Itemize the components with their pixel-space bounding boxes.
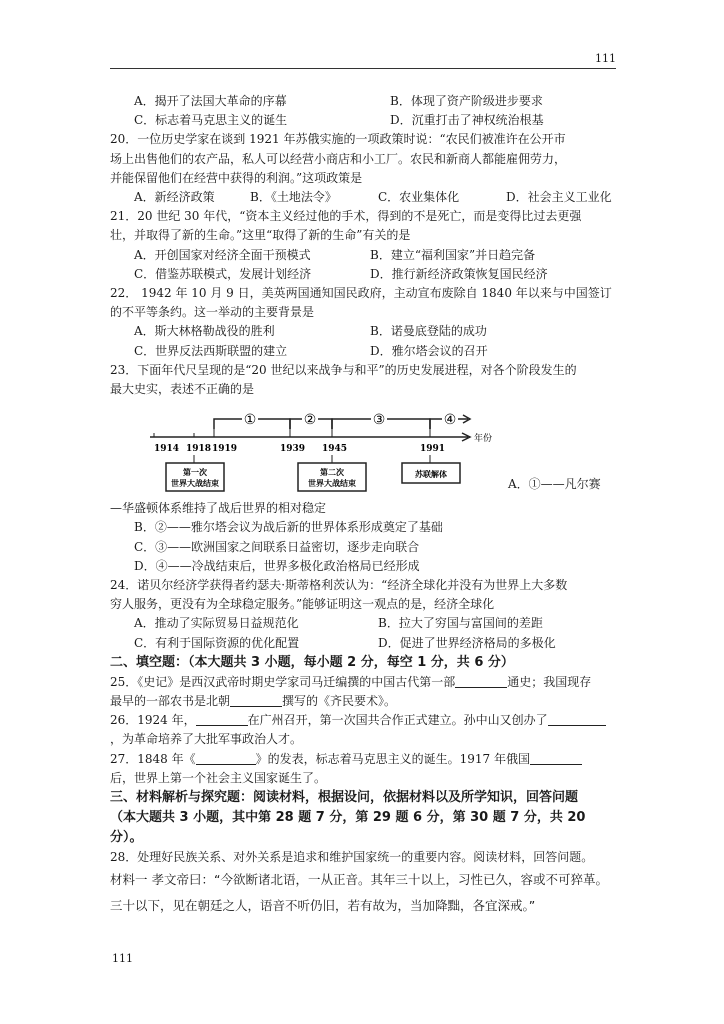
exam-content: [110, 92, 618, 919]
section-2-title: 二、填空题：（本大题共 3 小题，每小题 2 分，每空 1 分，共 6 分）: [110, 654, 514, 670]
q21-options-row2: [110, 265, 618, 284]
q24-stem-line1: 24．诺贝尔经济学获得者约瑟夫·斯蒂格利茨认为：“经济全球化并没有为世界上大多数: [110, 577, 568, 592]
q19-option-a: A．揭开了法国大革命的序幕: [134, 94, 287, 108]
q20-stem-line2: 场上出售他们的农产品，私人可以经营小商店和小工厂。农民和新商人都能雇佣劳力，: [110, 151, 567, 166]
year-1918: 1918: [186, 444, 212, 455]
q22-options-row1: [110, 322, 618, 341]
q22-stem-line1: 22． 1942 年 10 月 9 日，美英两国通知国民政府，主动宣布废除自 1840 年以来与中国签订: [110, 285, 612, 300]
q27-text-2: 》的发表，标志着马克思主义的诞生。1917 年俄国: [255, 751, 530, 766]
q25-line2: [110, 692, 618, 711]
q27-text-1: 27．1848 年《: [110, 751, 196, 766]
period-marker-1: [242, 411, 258, 428]
footer-page-number: 111: [112, 952, 133, 965]
q23-stem-line1: 23．下面年代尺呈现的是“20 世纪以来战争与和平”的历史发展进程，对各个阶段发生的: [110, 362, 577, 377]
period-label-3: ③: [372, 412, 386, 429]
q20-option-d: D．社会主义工业化: [506, 189, 612, 204]
q26-text-2: 在广州召开，第一次国共合作正式建立。孙中山又创办了: [247, 713, 548, 728]
q26-blank-2[interactable]: [548, 712, 606, 726]
q25-text-2: 通史；我国现存: [507, 674, 592, 689]
period-marker-2: [302, 411, 318, 428]
event-box-ww1-line2: 世界大战结束: [171, 479, 219, 489]
q21-option-c: C．借鉴苏联模式，发展计划经济: [134, 266, 312, 281]
q19-options-row2: [110, 111, 618, 130]
q19-option-d: D．沉重打击了神权统治根基: [390, 113, 544, 128]
q23-option-a-start: A．①——凡尔赛: [508, 477, 601, 492]
q25-text-3: 最早的一部农书是北朝: [110, 693, 231, 708]
q24-option-c: C．有利于国际资源的优化配置: [134, 635, 300, 650]
q26-text-3: ，为革命培养了大批军事政治人才。: [110, 732, 303, 747]
q20-stem-line3: 并能保留他们在经营中获得的利润。”这项政策是: [110, 170, 363, 185]
q26-text-1: 26．1924 年，: [110, 713, 196, 728]
section-3-title-line3: 分）。: [110, 829, 143, 845]
q27-blank-1[interactable]: [196, 751, 256, 765]
year-1919: 1919: [212, 444, 238, 455]
q28-material-line1: 材料一 孝文帝曰：“今欲断诸北语，一从正音。其年三十以上，习性已久，容或不可猝革。: [110, 872, 608, 888]
q24-stem-line2: 穷人服务，更没有为全球稳定服务。”能够证明这一观点的是，经济全球化: [110, 597, 495, 612]
q21-stem-line2: 壮，并取得了新的生命。”这里“取得了新的生命”有关的是: [110, 228, 411, 243]
q20-option-a: A．新经济政策: [134, 189, 215, 204]
q20-option-c: C．农业集体化: [378, 189, 460, 204]
year-1914: 1914: [154, 444, 180, 455]
q20-option-b: B．《土地法令》: [250, 189, 337, 204]
q21-options-row1: [110, 246, 618, 265]
q26-blank-1[interactable]: [196, 712, 248, 726]
q21-option-b: B．建立“福利国家”并日趋完备: [370, 247, 536, 262]
q25-blank-2[interactable]: [230, 693, 282, 707]
q21-stem-line1: 21．20 世纪 30 年代，“资本主义经过他的手术，得到的不是死亡，而是变得比过去更强: [110, 209, 582, 224]
event-box-ww2-line2: 世界大战结束: [308, 479, 356, 489]
q19-option-b: B．体现了资产阶级进步要求: [390, 94, 543, 108]
event-box-ussr-label: 苏联解体: [415, 470, 447, 480]
q21-option-d: D．推行新经济政策恢复国民经济: [370, 266, 548, 281]
period-label-2: ②: [303, 412, 317, 429]
q20-options: [110, 188, 618, 207]
q27-blank-2[interactable]: [530, 751, 582, 765]
q28-stem: 28．处理好民族关系、对外关系是追求和维护国家统一的重要内容。阅读材料，回答问题。: [110, 849, 594, 864]
q19-options-row1: [110, 92, 618, 111]
q27-text-3: 后，世界上第一个社会主义国家诞生了。: [110, 770, 327, 785]
q19-option-c: C．标志着马克思主义的诞生: [134, 113, 288, 128]
q23-option-b: B．②——雅尔塔会议为战后新的世界体系形成奠定了基础: [134, 520, 443, 535]
q24-options-row2: [110, 634, 618, 653]
q22-stem-line2: 的不平等条约。这一举动的主要背景是: [110, 305, 315, 320]
q24-option-d: D．促进了世界经济格局的多极化: [378, 635, 556, 650]
q21-option-a: A．开创国家对经济全面干预模式: [134, 247, 311, 262]
year-1945: 1945: [322, 444, 348, 455]
q23-timeline: [150, 399, 618, 499]
year-1939: 1939: [280, 444, 306, 455]
event-box-ww2-line1: 第二次: [320, 468, 344, 478]
q23-stem-line2: 最大史实，表述不正确的是: [110, 381, 255, 396]
section-3-title-line1: 三、材料解析与探究题：阅读材料，根据设问，依据材料以及所学知识，回答问题: [110, 789, 579, 805]
q23-option-a-cont: —华盛顿体系维持了战后世界的相对稳定: [110, 501, 327, 516]
header-rule: [110, 68, 616, 69]
q25-line1: [110, 673, 618, 692]
q23-option-c: C．③——欧洲国家之间联系日益密切，逐步走向联合: [134, 539, 420, 554]
q22-options-row2: [110, 342, 618, 361]
q25-text-4: 撰写的《齐民要术》。: [282, 693, 397, 708]
period-marker-4: [442, 411, 458, 428]
year-1991: 1991: [420, 444, 446, 455]
axis-label: 年份: [474, 434, 493, 445]
q28-material-line2: 三十以下，见在朝廷之人，语音不听仍旧，若有故为，当加降黜，各宜深戒。”: [110, 898, 536, 914]
q22-option-b: B．诺曼底登陆的成功: [370, 324, 487, 339]
q22-option-c: C．世界反法西斯联盟的建立: [134, 343, 288, 358]
period-marker-3: [371, 411, 387, 428]
q26-line1: [110, 711, 618, 730]
period-label-4: ④: [443, 412, 457, 429]
q20-stem-line1: 20．一位历史学家在谈到 1921 年苏俄实施的一项政策时说：“农民们被准许在公开市: [110, 132, 566, 147]
q24-option-b: B．拉大了穷国与富国间的差距: [378, 616, 543, 631]
q22-option-a: A．斯大林格勒战役的胜利: [134, 324, 275, 339]
q24-options-row1: [110, 614, 618, 633]
q25-blank-1[interactable]: [455, 674, 507, 688]
event-box-ww1-line1: 第一次: [183, 468, 207, 478]
q22-option-d: D．雅尔塔会议的召开: [370, 343, 488, 358]
q25-text-1: 25．《史记》是西汉武帝时期史学家司马迁编撰的中国古代第一部: [110, 674, 456, 689]
header-page-number: 111: [595, 52, 616, 65]
q27-line1: [110, 750, 618, 769]
section-3-title-line2: （本大题共 3 小题，其中第 28 题 7 分，第 29 题 6 分，第 30 题 7 分，共 20: [110, 809, 586, 825]
q24-option-a: A．推动了实际贸易日益规范化: [134, 616, 299, 631]
period-label-1: ①: [243, 412, 257, 429]
q23-option-d: D．④——冷战结束后，世界多极化政治格局已经形成: [134, 558, 420, 573]
